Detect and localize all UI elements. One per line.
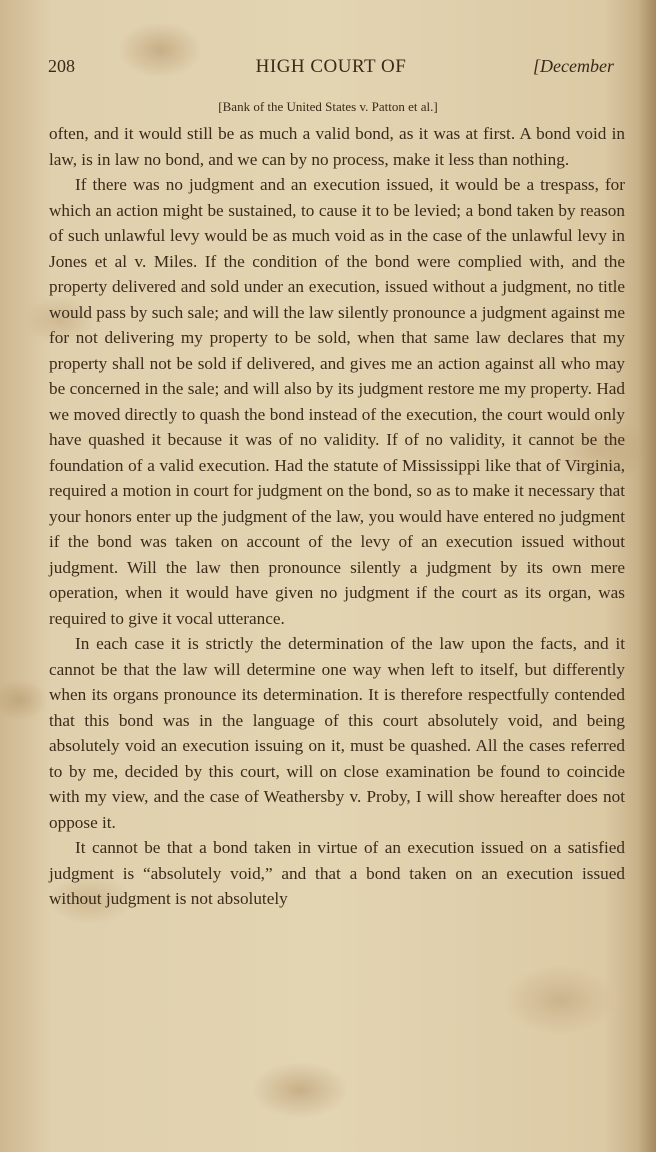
case-caption: [Bank of the United States v. Patton et al.]: [218, 99, 438, 114]
paragraph: often, and it would still be as much a valid bond, as it was at first. A bond void in law, is in law no bond, and we can by no process, make it less than nothing.: [49, 124, 625, 169]
paragraph: It cannot be that a bond taken in virtue of an execution issued on a satisfied judgment is “absolutely void,” and that a bond taken on an execution issued without judgment is not absolutely: [49, 838, 625, 908]
running-title: HIGH COURT OF: [255, 56, 407, 77]
running-header: [48, 56, 614, 82]
paragraph: In each case it is strictly the determination of the law upon the facts, and it cannot be that the law will determine one way when left to itself, but differently when its organs pronounce its determination. It is therefore respectfully contended that this bond was in the language of this court absolutely void, and being absolutely void an execution issuing on it, must be quashed. All the cases referred to by me, decided by this court, will on close examination be found to coincide with my view, and the case of Weathersby v. Proby, I will show hereafter does not oppose it.: [49, 634, 625, 832]
page-edge: [638, 0, 656, 1152]
page-number: 208: [48, 56, 75, 76]
body-text: [49, 121, 625, 912]
running-date: [December: [533, 56, 614, 76]
paragraph: If there was no judgment and an execution issued, it would be a trespass, for which an action might be sustained, to cause it to be levied; a bond taken by reason of such unlawful levy would be as much void as in the case of the unlawful levy in Jones et al v. Miles. If the condition of the bond were complied with, and the property delivered and sold under an execution, issued without a judgment, no title would pass by such sale; and will the law silently pronounce a judgment against me for not delivering my property to be sold, when that same law declares that my property shall not be sold if delivered, and gives me an action against all who may be concerned in the sale; and will also by its judgment restore me my property. Had we moved directly to quash the bond instead of the execution, the court would only have quashed it because it was of no validity. If of no validity, it cannot be the foundation of a valid execution. Had the statute of Mississippi like that of Virginia, required a motion in court for judgment on the bond, so as to make it necessary that your honors enter up the judgment of the law, you would have entered no judgment if the bond was taken on account of the levy of an execution issued without judgment. Will the law then pronounce silently a judgment by its own mere operation, when it would have given no judgment if the court as its organ, was required to give it vocal utterance.: [49, 175, 625, 628]
